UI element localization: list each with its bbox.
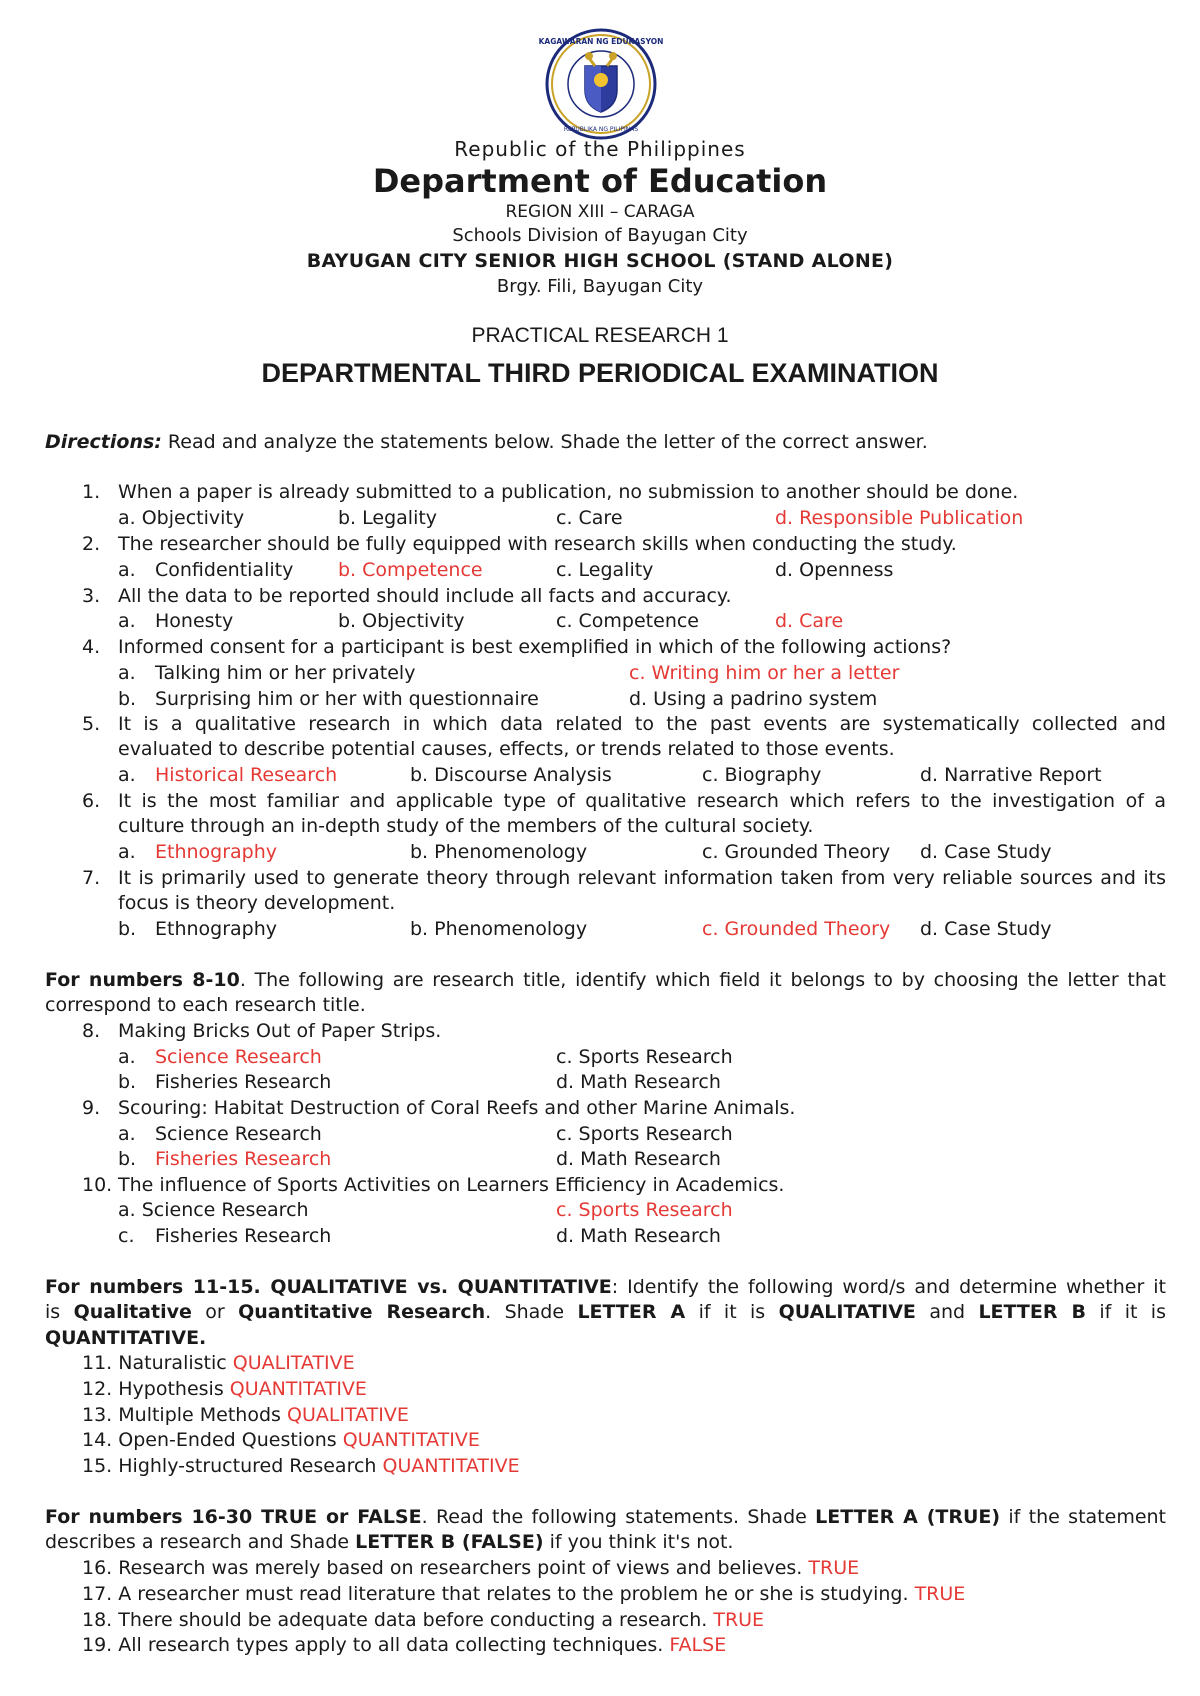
question-text: Informed consent for a participant is best exemplified in which of the following actions? <box>118 636 952 658</box>
choice-d: d. Math Research <box>556 1148 721 1170</box>
choice-b: b. Objectivity <box>338 610 465 632</box>
word: and <box>929 1301 966 1323</box>
section-text: : Identify the following word/s and determine whether it <box>611 1276 1166 1298</box>
item-answer: QUANTITATIVE <box>342 1429 480 1451</box>
question-text: Making Bricks Out of Paper Strips. <box>118 1020 442 1042</box>
exam-title: DEPARTMENTAL THIRD PERIODICAL EXAMINATION <box>261 358 939 388</box>
choice-a-letter: a. <box>118 559 136 581</box>
word: LETTER B <box>978 1301 1086 1323</box>
question-text: The influence of Sports Activities on Learners Efficiency in Academics. <box>118 1174 785 1196</box>
school-name: BAYUGAN CITY SENIOR HIGH SCHOOL (STAND ALONE) <box>306 250 894 272</box>
choice-a: Talking him or her privately <box>155 662 416 684</box>
question-number: 4. <box>82 636 101 658</box>
item-text: Highly-structured Research <box>118 1455 383 1477</box>
question-text-cont: focus is theory development. <box>118 892 396 914</box>
choice-d: d. Using a padrino system <box>629 688 878 710</box>
word: if it is <box>1099 1301 1166 1323</box>
item-answer: TRUE <box>808 1557 860 1579</box>
section-16-30-line2 <box>45 1530 733 1554</box>
republic-heading: Republic of the Philippines <box>454 137 746 161</box>
word: . Shade <box>485 1301 565 1323</box>
section-text: . Read the following statements. Shade <box>421 1506 816 1528</box>
question-text: The researcher should be fully equipped with research skills when conducting the study. <box>118 533 957 555</box>
item-answer: TRUE <box>713 1609 765 1631</box>
choice-d: d. Math Research <box>556 1071 721 1093</box>
choice-c: c. Care <box>556 507 623 529</box>
choice-b-letter: c. <box>118 1225 135 1247</box>
section-emph: LETTER B (FALSE) <box>355 1531 544 1553</box>
section-11-15-line2 <box>45 1300 1166 1324</box>
choice-d-answer: d. Care <box>775 610 844 632</box>
question-number: 1. <box>82 481 101 503</box>
question-number: 10. <box>82 1174 113 1196</box>
section-11-15-instructions <box>45 1275 1166 1299</box>
choice-b-letter: b. <box>118 688 137 710</box>
section-label: For numbers 8-10 <box>45 969 240 991</box>
choice-d: d. Case Study <box>920 841 1052 863</box>
section-text: if the statement <box>1000 1506 1167 1528</box>
section-label: For numbers 11-15. QUALITATIVE vs. QUANTITATIVE <box>45 1276 612 1298</box>
choice-a-letter: a. <box>118 1123 136 1145</box>
section-8-10-instructions <box>45 968 1166 992</box>
choice-d: d. Case Study <box>920 918 1052 940</box>
section-emph: LETTER A (TRUE) <box>815 1506 1001 1528</box>
choice-c-answer: c. Sports Research <box>556 1199 733 1221</box>
question-text: It is the most familiar and applicable type of qualitative research which refers to the investigation of a <box>118 790 1166 812</box>
choice-d: d. Openness <box>775 559 894 581</box>
choice-b: b. Phenomenology <box>410 918 588 940</box>
choice-a-letter: a. <box>118 764 136 786</box>
item-text: Research was merely based on researchers point of views and believes. <box>118 1557 809 1579</box>
choice-a-letter: a. <box>118 662 136 684</box>
list-item <box>82 1582 965 1606</box>
list-item <box>82 1608 764 1632</box>
item-answer: FALSE <box>669 1634 727 1656</box>
choice-c: c. Competence <box>556 610 699 632</box>
list-item <box>82 1351 355 1375</box>
choice-b-letter: b. <box>118 1148 137 1170</box>
question-number: 5. <box>82 713 101 735</box>
word: or <box>205 1301 225 1323</box>
word: QUALITATIVE <box>778 1301 916 1323</box>
question-number: 8. <box>82 1020 101 1042</box>
choice-c: c. Grounded Theory <box>702 841 891 863</box>
choice-a: a. Science Research <box>118 1199 309 1221</box>
question-text-cont: culture through an in-depth study of the members of the cultural society. <box>118 815 814 837</box>
section-label: For numbers 16-30 TRUE or FALSE <box>45 1506 422 1528</box>
item-number: 13. <box>82 1404 113 1426</box>
word: LETTER A <box>577 1301 686 1323</box>
choice-a-letter: a. <box>118 1046 136 1068</box>
question-text: All the data to be reported should include all facts and accuracy. <box>118 585 732 607</box>
choice-c-answer: c. Writing him or her a letter <box>629 662 900 684</box>
word: if it is <box>698 1301 766 1323</box>
choice-d: d. Math Research <box>556 1225 721 1247</box>
choice-a: Honesty <box>155 610 234 632</box>
seal-text: KAGAWARAN NG EDUKASYON <box>538 37 664 46</box>
choice-b: Fisheries Research <box>155 1225 332 1247</box>
directions-text: Read and analyze the statements below. Shade the letter of the correct answer. <box>161 431 928 453</box>
item-number: 14. <box>82 1429 113 1451</box>
section-text: . The following are research title, identify which field it belongs to by choosing the letter that <box>239 969 1166 991</box>
item-text: All research types apply to all data collecting techniques. <box>118 1634 670 1656</box>
choice-b: b. Phenomenology <box>410 841 588 863</box>
school-address: Brgy. Fili, Bayugan City <box>496 276 704 297</box>
department-heading: Department of Education <box>372 162 828 200</box>
choice-a-letter: b. <box>118 918 137 940</box>
choice-a: Science Research <box>155 1123 322 1145</box>
choice-d: d. Narrative Report <box>920 764 1102 786</box>
choice-a-answer: Science Research <box>155 1046 322 1068</box>
choice-b: Surprising him or her with questionnaire <box>155 688 539 710</box>
choice-c: c. Biography <box>702 764 822 786</box>
item-text: Naturalistic <box>118 1352 233 1374</box>
question-number: 2. <box>82 533 101 555</box>
choice-b-answer: b. Competence <box>338 559 483 581</box>
item-number: 18. <box>82 1609 113 1631</box>
section-text-cont: correspond to each research title. <box>45 994 366 1016</box>
item-answer: QUANTITATIVE <box>382 1455 520 1477</box>
question-number: 7. <box>82 867 101 889</box>
choice-c: c. Sports Research <box>556 1046 733 1068</box>
item-text: There should be adequate data before conducting a research. <box>118 1609 714 1631</box>
question-number: 3. <box>82 585 101 607</box>
choice-a: Ethnography <box>155 918 278 940</box>
region-line: REGION XIII – CARAGA <box>505 202 695 222</box>
question-text: Scouring: Habitat Destruction of Coral Reefs and other Marine Animals. <box>118 1097 796 1119</box>
question-text-cont: evaluated to describe potential causes, effects, or trends related to those events. <box>118 738 895 760</box>
item-answer: QUANTITATIVE <box>229 1378 367 1400</box>
item-answer: QUALITATIVE <box>232 1352 355 1374</box>
choice-d-answer: d. Responsible Publication <box>775 507 1024 529</box>
list-item <box>82 1428 480 1452</box>
word: Qualitative <box>73 1301 192 1323</box>
seal-bottom-text: REPUBLIKA NG PILIPINAS <box>563 126 639 133</box>
choice-c: c. Legality <box>556 559 654 581</box>
item-number: 19. <box>82 1634 113 1656</box>
item-number: 16. <box>82 1557 113 1579</box>
item-text: Hypothesis <box>118 1378 230 1400</box>
subject-title: PRACTICAL RESEARCH 1 <box>471 324 729 347</box>
section-16-30-instructions <box>45 1505 1166 1529</box>
choice-a-letter: a. <box>118 610 136 632</box>
section-11-15-line3: QUANTITATIVE. <box>45 1327 207 1349</box>
choice-a: Confidentiality <box>155 559 294 581</box>
item-text: Multiple Methods <box>118 1404 287 1426</box>
item-number: 15. <box>82 1455 113 1477</box>
list-item <box>82 1377 367 1401</box>
item-answer: TRUE <box>914 1583 966 1605</box>
choice-b-letter: b. <box>118 1071 137 1093</box>
choice-b: b. Legality <box>338 507 438 529</box>
choice-a-answer: Historical Research <box>155 764 338 786</box>
choice-a-answer: Ethnography <box>155 841 278 863</box>
item-number: 17. <box>82 1583 113 1605</box>
choice-a-letter: a. <box>118 841 136 863</box>
word: Quantitative Research <box>238 1301 486 1323</box>
choice-b: Fisheries Research <box>155 1071 332 1093</box>
item-number: 12. <box>82 1378 113 1400</box>
question-number: 9. <box>82 1097 101 1119</box>
choice-c-answer: c. Grounded Theory <box>702 918 891 940</box>
list-item <box>82 1454 520 1478</box>
question-number: 6. <box>82 790 101 812</box>
directions <box>45 430 928 454</box>
section-text: if you think it's not. <box>543 1531 734 1553</box>
choice-b-answer: Fisheries Research <box>155 1148 332 1170</box>
question-text: When a paper is already submitted to a publication, no submission to another should be done. <box>118 481 1019 503</box>
choice-c: c. Sports Research <box>556 1123 733 1145</box>
question-text: It is primarily used to generate theory through relevant information taken from very reliable sources and its <box>118 867 1166 889</box>
directions-label: Directions: <box>45 431 162 453</box>
list-item <box>82 1633 726 1657</box>
deped-seal-icon <box>538 28 664 140</box>
list-item <box>82 1556 859 1580</box>
item-text: A researcher must read literature that relates to the problem he or she is studying. <box>118 1583 915 1605</box>
item-number: 11. <box>82 1352 113 1374</box>
division-line: Schools Division of Bayugan City <box>452 225 748 246</box>
question-text: It is a qualitative research in which data related to the past events are systematically collected and <box>118 713 1166 735</box>
item-text: Open-Ended Questions <box>118 1429 343 1451</box>
choice-a: a. Objectivity <box>118 507 245 529</box>
item-answer: QUALITATIVE <box>286 1404 409 1426</box>
word: is <box>45 1301 61 1323</box>
list-item <box>82 1403 409 1427</box>
section-text: describes a research and Shade <box>45 1531 356 1553</box>
choice-b: b. Discourse Analysis <box>410 764 612 786</box>
